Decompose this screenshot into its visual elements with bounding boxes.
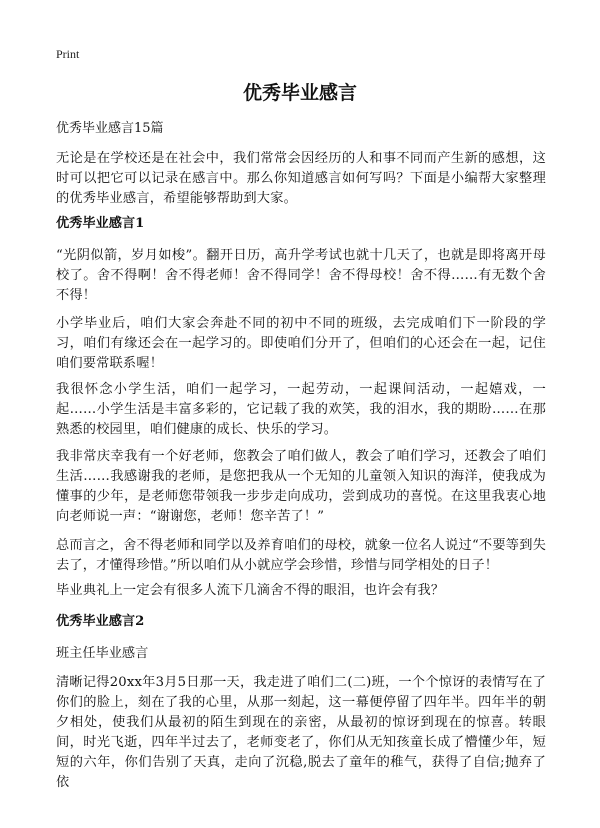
page-title: 优秀毕业感言	[242, 82, 357, 104]
article-subtitle: 优秀毕业感言15篇	[56, 121, 164, 136]
section1-paragraph-5: 总而言之，舍不得老师和同学以及养育咱们的母校，就象一位名人说过“不要等到失去了，才懂得珍惜。”所以咱们从小就应学会珍惜，珍惜与同学相处的日子！	[56, 538, 546, 573]
section1-heading: 优秀毕业感言1	[56, 216, 145, 231]
intro-paragraph: 无论是在学校还是在社会中，我们常常会因经历的人和事不同而产生新的感想，这时可以把它可以记录在感言中。那么你知道感言如何写吗？下面是小编帮大家整理的优秀毕业感言，希望能够帮助到大家。	[56, 151, 546, 206]
section2-heading: 优秀毕业感言2	[56, 614, 145, 629]
section2-subheading: 班主任毕业感言	[56, 646, 149, 661]
section1-paragraph-4: 我非常庆幸我有一个好老师，您教会了咱们做人，教会了咱们学习，还教会了咱们生活……我感谢我的老师，是您把我从一个无知的儿童领入知识的海洋，使我成为懂事的少年，是老师您带领我一步步走向成功，尝到成功的喜悦。在这里我衷心地向老师说一声：“谢谢您，老师！您辛苦了！”	[56, 449, 546, 524]
section1-paragraph-3: 我很怀念小学生活，咱们一起学习，一起劳动，一起课间活动，一起嬉戏，一起……小学生活是丰富多彩的，它记载了我的欢笑，我的泪水，我的期盼……在那熟悉的校园里，咱们健康的成长、快乐的学习。	[56, 382, 546, 437]
section1-paragraph-2: 小学毕业后，咱们大家会奔赴不同的初中不同的班级，去完成咱们下一阶段的学习，咱们有缘还会在一起学习的。即使咱们分开了，但咱们的心还会在一起，记住咱们要常联系喔！	[56, 316, 546, 371]
print-link[interactable]: Print	[56, 47, 80, 61]
section1-paragraph-6: 毕业典礼上一定会有很多人流下几滴舍不得的眼泪，也许会有我？	[56, 583, 445, 598]
section1-paragraph-1: “光阴似箭，岁月如梭”。翻开日历，高升学考试也就十几天了，也就是即将离开母校了。舍不得啊！舍不得老师！舍不得同学！舍不得母校！舍不得……有无数个舍不得！	[56, 248, 546, 303]
section2-paragraph: 清晰记得20xx年3月5日那一天，我走进了咱们二(二)班，一个个惊讶的表情写在了你们的脸上，刻在了我的心里，从那一刻起，这一幕便停留了四年半。四年半的朝夕相处，使我们从最初的陌生到现在的亲密，从最初的惊讶到现在的惊喜。转眼间，时光飞逝，四年半过去了，老师变老了，你们从无知孩童长成了懵懂少年，短短的六年，你们告别了天真，走向了沉稳,脱去了童年的稚气，获得了自信;抛弃了依	[56, 675, 546, 790]
